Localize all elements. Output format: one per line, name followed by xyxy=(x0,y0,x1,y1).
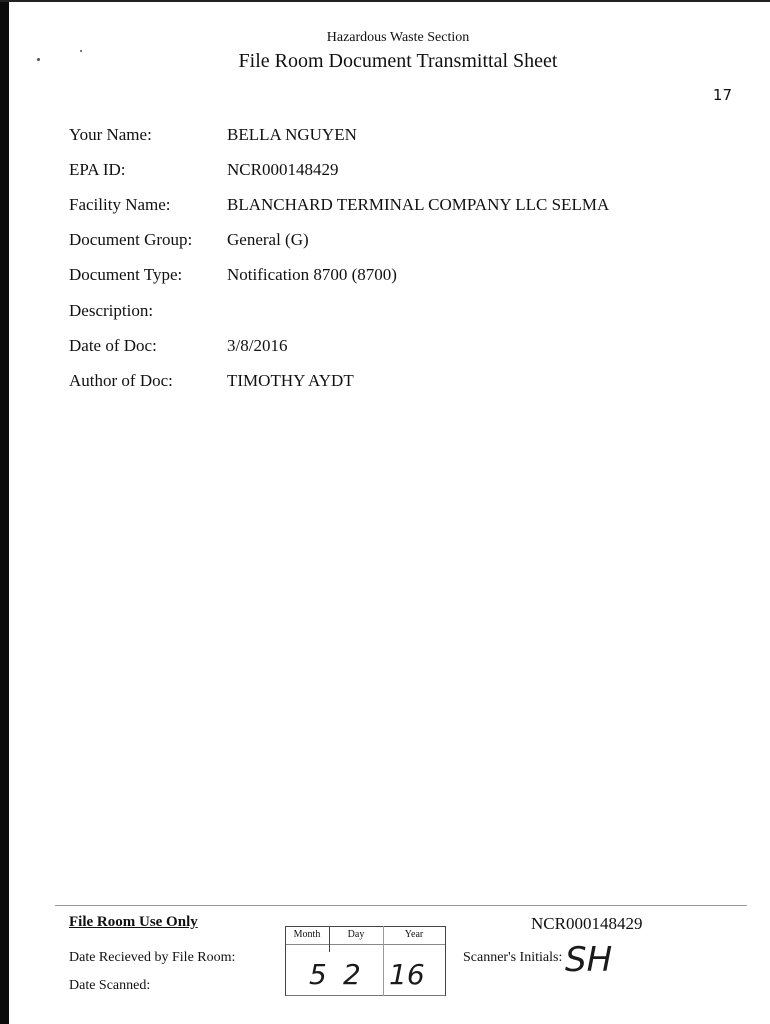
scan-edge-bar xyxy=(0,0,9,1024)
field-value: NCR000148429 xyxy=(227,160,339,179)
handwritten-year: 16 xyxy=(389,958,425,991)
box-bottom-line xyxy=(285,995,446,996)
field-value: 3/8/2016 xyxy=(227,336,288,355)
field-value: TIMOTHY AYDT xyxy=(227,371,354,390)
date-received-box xyxy=(285,926,446,996)
field-label: Document Group: xyxy=(69,230,193,249)
box-header-line xyxy=(285,944,446,945)
date-received-label: Date Recieved by File Room: xyxy=(69,950,236,965)
handwritten-month: 5 xyxy=(309,958,327,991)
field-value: BELLA NGUYEN xyxy=(227,125,357,144)
field-value: BLANCHARD TERMINAL COMPANY LLC SELMA xyxy=(227,195,610,214)
handwritten-day: 2 xyxy=(343,958,361,991)
box-right-line xyxy=(445,926,446,996)
scanner-initials-handwritten: SH xyxy=(565,940,613,980)
section-heading: Hazardous Waste Section xyxy=(326,30,470,45)
field-label: Your Name: xyxy=(69,125,152,144)
field-label: EPA ID: xyxy=(69,160,126,179)
field-label: Document Type: xyxy=(69,265,183,284)
page-number: 17 xyxy=(712,86,732,104)
field-label: Facility Name: xyxy=(69,195,171,214)
file-room-divider xyxy=(55,905,747,906)
month-header: Month xyxy=(293,929,321,940)
field-label: Author of Doc: xyxy=(69,371,173,390)
file-room-epa-id: NCR000148429 xyxy=(531,914,643,933)
field-value: Notification 8700 (8700) xyxy=(227,265,397,284)
file-room-title: File Room Use Only xyxy=(69,914,198,930)
field-label: Date of Doc: xyxy=(69,336,157,355)
year-header: Year xyxy=(404,929,424,940)
field-label: Description: xyxy=(69,301,154,320)
date-scanned-label: Date Scanned: xyxy=(69,978,151,993)
scanner-initials-label: Scanner's Initials: xyxy=(463,950,563,965)
field-value: General (G) xyxy=(227,230,309,249)
top-rule xyxy=(0,0,770,2)
day-header: Day xyxy=(347,929,365,940)
page-title: File Room Document Transmittal Sheet xyxy=(238,50,558,72)
